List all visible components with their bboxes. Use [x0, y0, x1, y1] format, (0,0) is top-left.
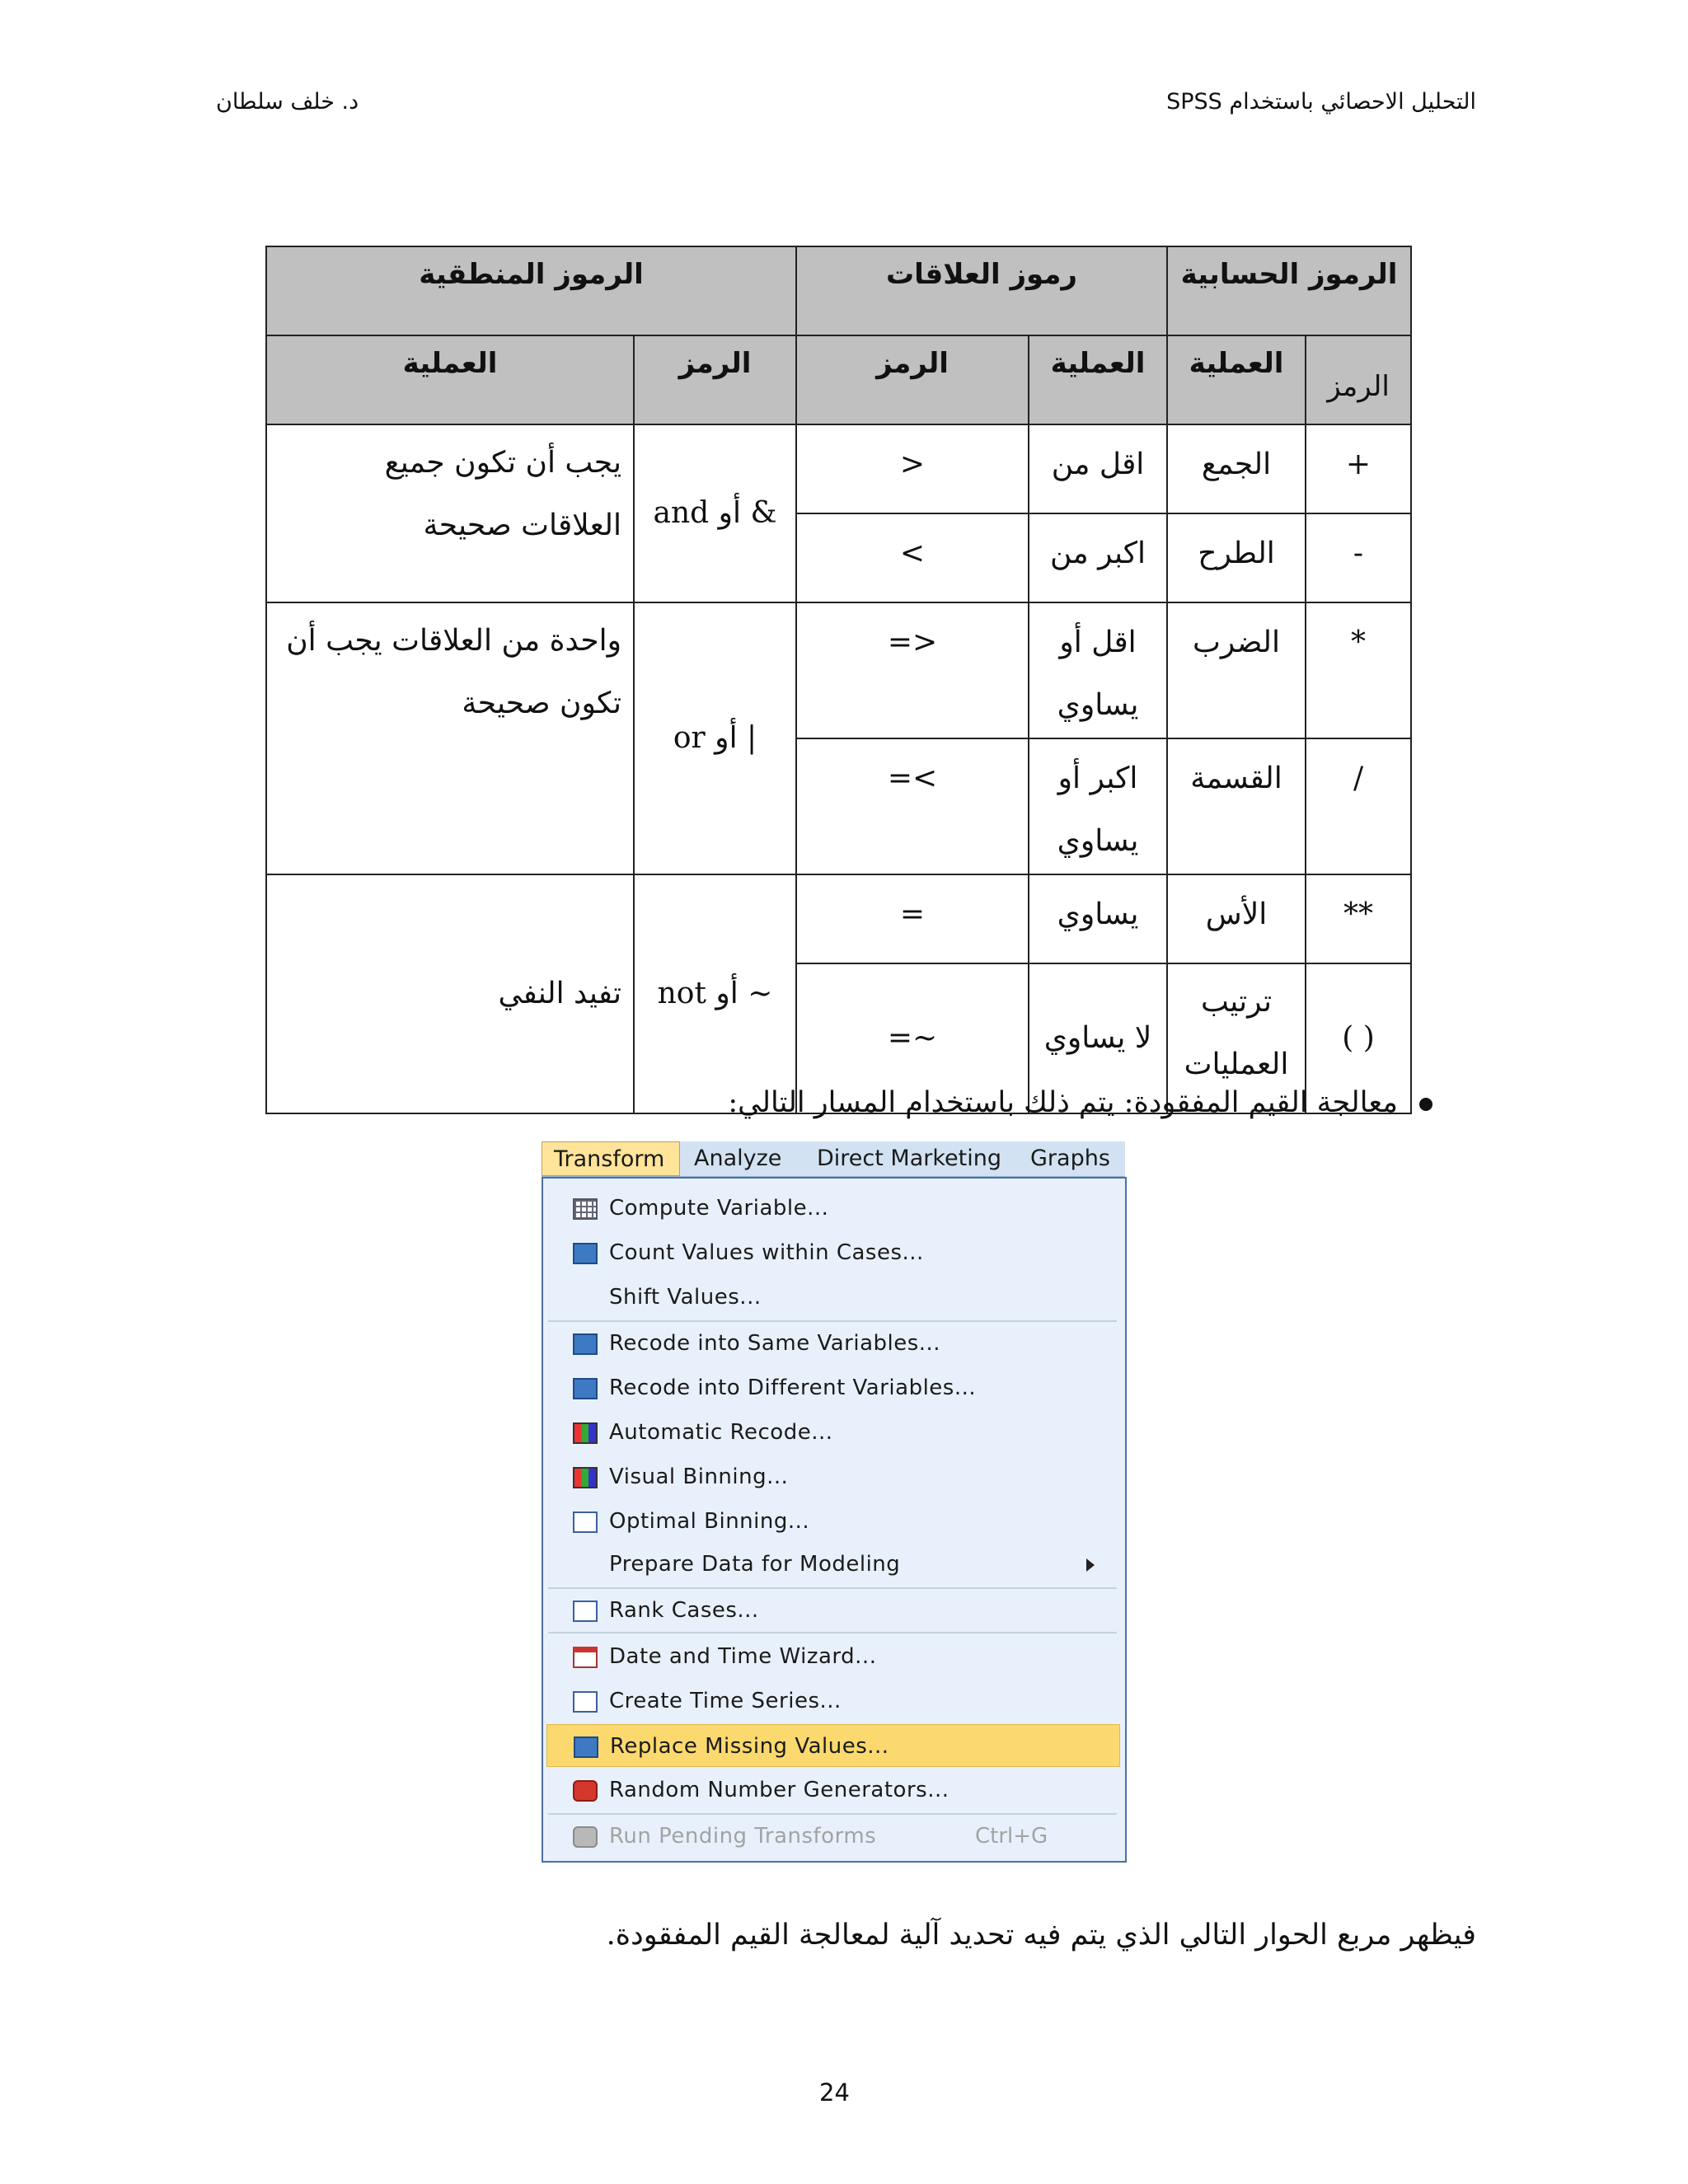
menu-item-date-time-wizard[interactable]: Date and Time Wizard...: [546, 1635, 1120, 1678]
relation-operation: لا يساوي: [1029, 963, 1167, 1113]
bullet-point: [728, 1086, 1432, 1119]
menu-item-compute-variable[interactable]: Compute Variable...: [546, 1187, 1120, 1230]
arith-symbol: ( ): [1306, 963, 1411, 1113]
visual-binning-icon: [573, 1467, 598, 1488]
table-sub-header-row: [266, 335, 1411, 424]
menu-separator: [548, 1632, 1117, 1633]
relation-symbol: >: [796, 513, 1029, 602]
bullet-text: معالجة القيم المفقودة: يتم ذلك باستخدام المسار التالي:: [728, 1086, 1398, 1119]
automatic-recode-icon: [573, 1422, 598, 1444]
menu-bar: [542, 1141, 1125, 1177]
replace-missing-icon: [574, 1736, 598, 1758]
arith-symbol: **: [1306, 874, 1411, 963]
menu-transform[interactable]: Transform: [542, 1141, 680, 1176]
logic-operation: واحدة من العلاقات يجب أن تكون صحيحة: [266, 602, 634, 874]
symbol-column-header: الرمز: [1306, 335, 1411, 424]
relation-operation: اقل أو يساوي: [1029, 602, 1167, 738]
operation-column-header: العملية: [266, 335, 634, 424]
menu-item-recode-different[interactable]: Recode into Different Variables...: [546, 1366, 1120, 1409]
menu-item-prepare-data[interactable]: Prepare Data for Modeling: [546, 1543, 1120, 1586]
shortcut-label: Ctrl+G: [975, 1824, 1048, 1849]
page-number: 24: [819, 2079, 850, 2107]
menu-item-visual-binning[interactable]: Visual Binning...: [546, 1455, 1120, 1498]
menu-item-automatic-recode[interactable]: Automatic Recode...: [546, 1411, 1120, 1454]
relation-operation: اكبر أو يساوي: [1029, 738, 1167, 874]
book-title-header: التحليل الاحصائي باستخدام SPSS: [1166, 89, 1476, 115]
relation-symbols-header: رموز العلاقات: [796, 246, 1167, 335]
submenu-arrow-icon: [1086, 1558, 1095, 1572]
logic-symbol: & أو and: [634, 424, 796, 602]
optimal-binning-icon: [573, 1511, 598, 1533]
relation-operation: يساوي: [1029, 874, 1167, 963]
time-series-icon: [573, 1691, 598, 1713]
symbols-table: [265, 246, 1412, 1114]
table-row: [266, 874, 1411, 963]
logical-symbols-header: الرموز المنطقية: [266, 246, 796, 335]
calendar-icon: [573, 1647, 598, 1668]
operation-column-header: العملية: [1167, 335, 1306, 424]
menu-item-create-time-series[interactable]: Create Time Series...: [546, 1680, 1120, 1722]
menu-graphs[interactable]: Graphs: [1030, 1146, 1110, 1171]
bullet-icon: [1419, 1098, 1432, 1111]
relation-symbol: ~=: [796, 963, 1029, 1113]
arith-operation: الضرب: [1167, 602, 1306, 738]
table-row: [266, 602, 1411, 738]
spss-transform-menu-screenshot: [542, 1141, 1125, 1861]
menu-item-count-values[interactable]: Count Values within Cases...: [546, 1231, 1120, 1274]
relation-symbol: <: [796, 424, 1029, 513]
menu-item-shift-values[interactable]: Shift Values...: [609, 1285, 762, 1310]
arith-symbol: *: [1306, 602, 1411, 738]
operation-column-header: العملية: [1029, 335, 1167, 424]
arith-operation: الأس: [1167, 874, 1306, 963]
recode-same-icon: [573, 1333, 598, 1355]
menu-item-rank-cases[interactable]: Rank Cases...: [546, 1589, 1120, 1632]
table-group-header-row: [266, 246, 1411, 335]
menu-item-recode-same[interactable]: Recode into Same Variables...: [546, 1322, 1120, 1365]
logic-symbol: | أو or: [634, 602, 796, 874]
body-paragraph: فيظهر مربع الحوار التالي الذي يتم فيه تحديد آلية لمعالجة القيم المفقودة.: [606, 1919, 1476, 1952]
menu-item-replace-missing-values[interactable]: Replace Missing Values...: [546, 1724, 1120, 1767]
relation-operation: اقل من: [1029, 424, 1167, 513]
table-row: [266, 424, 1411, 513]
arith-operation: ترتيب العمليات: [1167, 963, 1306, 1113]
arith-operation: القسمة: [1167, 738, 1306, 874]
logic-symbol: ~ أو not: [634, 874, 796, 1113]
run-pending-icon: [573, 1826, 598, 1848]
logic-operation: يجب أن تكون جميع العلاقات صحيحة: [266, 424, 634, 602]
relation-operation: اكبر من: [1029, 513, 1167, 602]
menu-analyze[interactable]: Analyze: [694, 1146, 782, 1171]
menu-item-optimal-binning[interactable]: Optimal Binning...: [546, 1500, 1120, 1543]
menu-item-random-number-generators[interactable]: Random Number Generators...: [546, 1769, 1120, 1811]
author-header: د. خلف سلطان: [216, 89, 359, 115]
count-values-icon: [573, 1243, 598, 1264]
dice-icon: [573, 1780, 598, 1802]
arith-symbol: -: [1306, 513, 1411, 602]
calculator-icon: [573, 1198, 598, 1220]
arithmetic-symbols-header: الرموز الحسابية: [1167, 246, 1411, 335]
recode-different-icon: [573, 1378, 598, 1399]
menu-direct-marketing[interactable]: Direct Marketing: [817, 1146, 1001, 1171]
relation-symbol: >=: [796, 738, 1029, 874]
relation-symbol: =: [796, 874, 1029, 963]
relation-symbol: <=: [796, 602, 1029, 738]
arith-operation: الطرح: [1167, 513, 1306, 602]
symbol-column-header: الرمز: [634, 335, 796, 424]
rank-cases-icon: [573, 1601, 598, 1622]
symbol-column-header: الرمز: [796, 335, 1029, 424]
menu-item-run-pending-transforms[interactable]: Run Pending Transforms Ctrl+G: [546, 1815, 1120, 1858]
logic-operation: تفيد النفي: [266, 874, 634, 1113]
arith-operation: الجمع: [1167, 424, 1306, 513]
arith-symbol: /: [1306, 738, 1411, 874]
arith-symbol: +: [1306, 424, 1411, 513]
transform-dropdown: [542, 1177, 1127, 1863]
